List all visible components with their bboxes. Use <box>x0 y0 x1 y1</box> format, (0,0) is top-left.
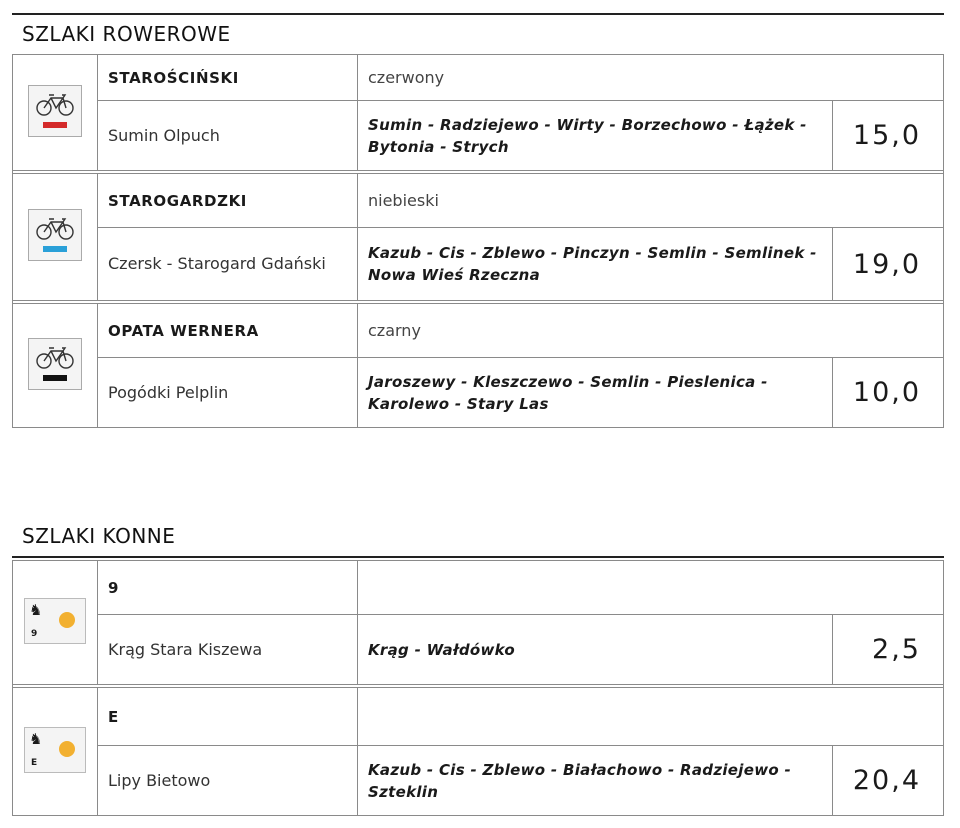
table-row <box>13 561 944 615</box>
bicycle-icon <box>28 209 82 261</box>
trail-name: STAROGARDZKI <box>98 174 358 228</box>
table-row <box>13 746 944 816</box>
trail-color-marker <box>43 246 67 252</box>
trail-color-name: niebieski <box>358 174 944 228</box>
table-row <box>13 615 944 685</box>
horse-section-title: SZLAKI KONNE <box>22 524 176 548</box>
horse-head-icon: ♞ E <box>24 727 86 773</box>
trail-endpoints: Lipy Bietowo <box>98 746 358 816</box>
trail-distance: 15,0 <box>833 101 944 171</box>
table-row <box>13 688 944 746</box>
trail-distance: 10,0 <box>833 358 944 428</box>
trail-distance: 19,0 <box>833 228 944 301</box>
bike-trails-table <box>12 54 944 428</box>
sign-label: 9 <box>31 628 38 639</box>
section-rule-horse <box>12 556 944 558</box>
trail-name: OPATA WERNERA <box>98 304 358 358</box>
trail-distance: 2,5 <box>833 615 944 685</box>
trail-name: STAROŚCIŃSKI <box>98 55 358 101</box>
table-row <box>13 228 944 301</box>
sign-label: E <box>31 757 38 768</box>
trail-color-name <box>358 688 944 746</box>
table-row <box>13 101 944 171</box>
section-rule-top <box>12 13 944 15</box>
trail-color-marker <box>59 741 75 757</box>
trail-endpoints: Sumin Olpuch <box>98 101 358 171</box>
bicycle-icon <box>28 338 82 390</box>
table-row <box>13 55 944 101</box>
trail-sign <box>13 304 98 428</box>
horse-head-icon: ♞ 9 <box>24 598 86 644</box>
trail-color-name: czerwony <box>358 55 944 101</box>
trail-sign <box>13 561 98 685</box>
trail-color-name <box>358 561 944 615</box>
trail-route: Kazub - Cis - Zblewo - Białachowo - Radziejewo - Szteklin <box>358 746 833 816</box>
trail-endpoints: Czersk - Starogard Gdański <box>98 228 358 301</box>
trail-route: Sumin - Radziejewo - Wirty - Borzechowo - Łążek - Bytonia - Strych <box>358 101 833 171</box>
bike-section-title: SZLAKI ROWEROWE <box>22 22 231 46</box>
trail-sign <box>13 688 98 816</box>
horse-trails-table <box>12 560 944 816</box>
table-row <box>13 174 944 228</box>
trail-endpoints: Pogódki Pelplin <box>98 358 358 428</box>
trail-color-marker <box>43 122 67 128</box>
table-row <box>13 304 944 358</box>
trail-color-marker <box>43 375 67 381</box>
trail-route: Jaroszewy - Kleszczewo - Semlin - Pieslenica - Karolewo - Stary Las <box>358 358 833 428</box>
trail-distance: 20,4 <box>833 746 944 816</box>
trail-color-name: czarny <box>358 304 944 358</box>
trail-route: Krąg - Wałdówko <box>358 615 833 685</box>
trail-name: E <box>98 688 358 746</box>
table-row <box>13 358 944 428</box>
trail-route: Kazub - Cis - Zblewo - Pinczyn - Semlin - Semlinek - Nowa Wieś Rzeczna <box>358 228 833 301</box>
trail-sign <box>13 174 98 301</box>
trail-endpoints: Krąg Stara Kiszewa <box>98 615 358 685</box>
trail-sign <box>13 55 98 171</box>
bicycle-icon <box>28 85 82 137</box>
trail-name: 9 <box>98 561 358 615</box>
trail-color-marker <box>59 612 75 628</box>
